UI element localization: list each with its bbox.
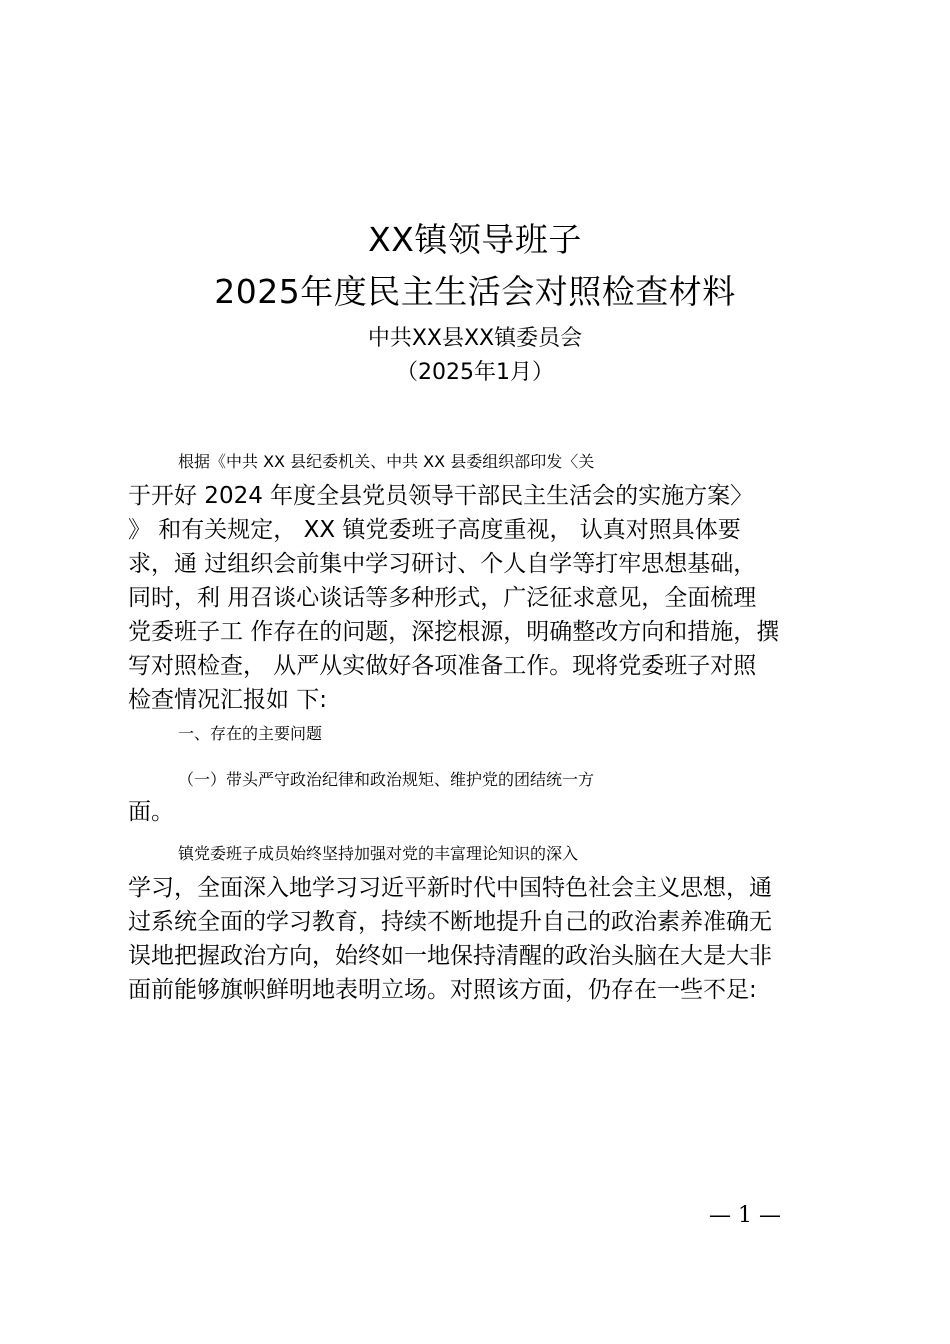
body-line: 误地把握政治方向，始终如一地保持清醒的政治头脑在大是大非 [128,943,772,969]
page-number: — 1 — [709,1203,781,1228]
document-date: （2025年1月） [396,360,554,385]
section-heading: 一、存在的主要问题 [178,724,323,743]
document-title-line1: XX镇领导班子 [368,220,582,259]
body-line: 写对照检查， 从严从实做好各项准备工作。现将党委班子对照 [128,653,757,679]
body-line: 》 和有关规定， XX 镇党委班子高度重视， 认真对照具体要 [128,517,741,543]
body-line: 求，通 过组织会前集中学习研讨、个人自学等打牢思想基础， [128,551,757,577]
body-line: 面前能够旗帜鲜明地表明立场。对照该方面，仍存在一些不足: [128,977,757,1003]
body-line: 根据《中共 XX 县纪委机关、中共 XX 县委组织部印发〈关 [178,452,595,471]
subsection-heading-cont: 面。 [128,799,174,825]
body-line: 于开好 2024 年度全县党员领导干部民主生活会的实施方案〉 [128,483,754,509]
body-line: 过系统全面的学习教育，持续不断地提升自己的政治素养准确无 [128,909,772,935]
body-line: 检查情况汇报如 下: [128,687,328,713]
document-issuer: 中共XX县XX镇委员会 [367,326,583,351]
document-title-line2: 2025年度民主生活会对照检查材料 [214,272,736,311]
body-line: 学习，全面深入地学习习近平新时代中国特色社会主义思想，通 [128,875,772,901]
body-line: 党委班子工 作存在的问题，深挖根源，明确整改方向和措施，撰 [128,619,780,645]
subsection-heading: （一）带头严守政治纪律和政治规矩、维护党的团结统一方 [178,770,595,789]
body-line: 镇党委班子成员始终坚持加强对党的丰富理论知识的深入 [178,844,579,863]
body-line: 同时，利 用召谈心谈话等多种形式，广泛征求意见，全面梳理 [128,585,757,611]
